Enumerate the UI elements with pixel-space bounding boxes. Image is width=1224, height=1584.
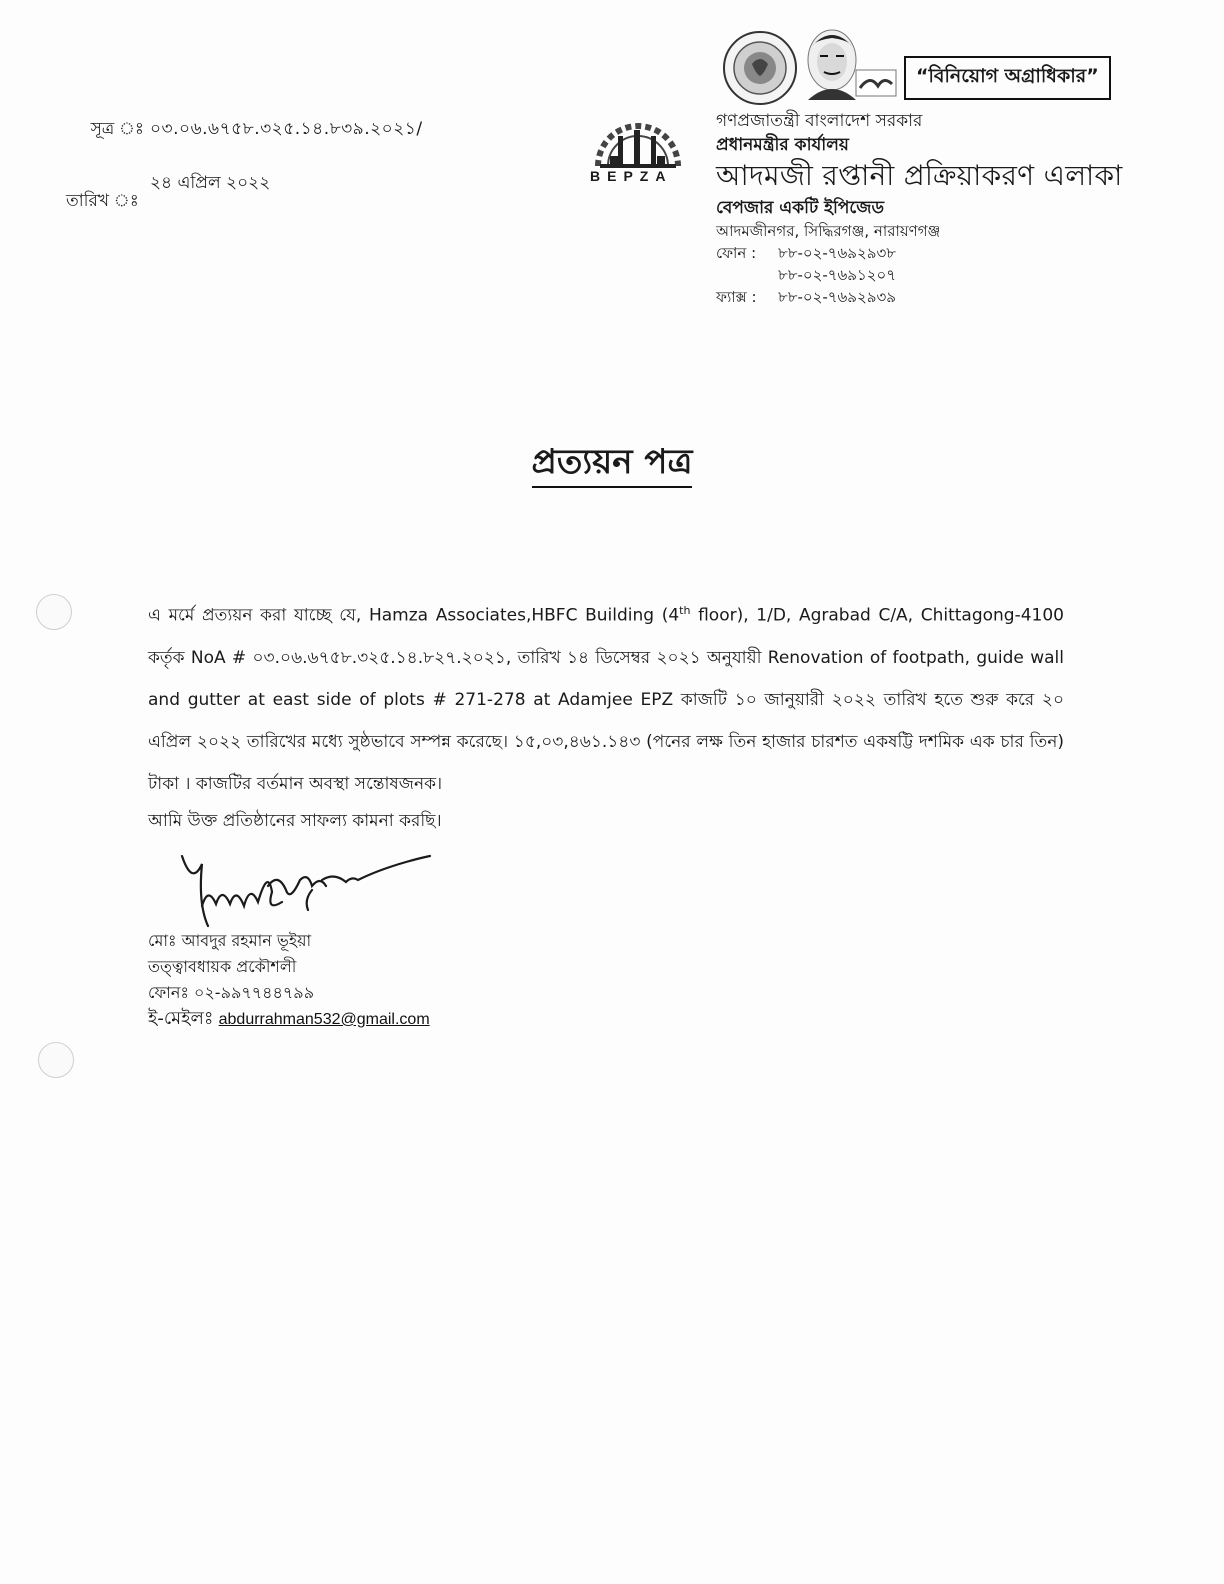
email-link[interactable]: abdurrahman532@gmail.com bbox=[218, 1011, 430, 1028]
office-line-address: আদমজীনগর, সিদ্ধিরগঞ্জ, নারায়ণগঞ্জ bbox=[716, 222, 941, 240]
office-line-government: গণপ্রজাতন্ত্রী বাংলাদেশ সরকার bbox=[716, 111, 923, 131]
email-label: ই-মেইলঃ bbox=[148, 1008, 214, 1029]
phone-row-1 bbox=[716, 242, 1123, 264]
bepza-logo-text: BEPZA bbox=[590, 168, 673, 184]
date-label: তারিখ ঃ bbox=[66, 191, 139, 211]
phone-number-2: ৮৮-০২-৭৬৯১২০৭ bbox=[778, 266, 897, 284]
signatory-designation: তত্ত্বাবধায়ক প্রকৌশলী bbox=[148, 957, 297, 976]
fax-number: ৮৮-০২-৭৬৯২৯৩৯ bbox=[778, 288, 897, 306]
reference-label: সূত্র ঃ bbox=[90, 119, 144, 139]
body-part-2: floor), 1/D, Agrabad C/A, Chittagong-4100 কর্তৃক NoA # ০৩.০৬.৬৭৫৮.৩২৫.১৪.৮২৭.২০২১, তারিখ ১৪ ডিসেম্বর ২০২১ অনুযায়ী Renovation of footpath, guide wall and gutter at east side of plots # 271-278 at Adamjee EPZ কাজটি ১০ জানুয়ারী ২০২২ তারিখ হতে শুরু করে ২০ এপ্রিল ২০২২ তারিখের মধ্যে সুষ্ঠভাবে সম্পন্ন করেছে। ১৫,০৩,৪৬১.১৪৩ (পনের লক্ষ তিন হাজার চারশত একষট্টি দশমিক এক চার তিন) টাকা । কাজটির বর্তমান অবস্থা সন্তোষজনক। bbox=[148, 605, 1064, 794]
body-superscript: th bbox=[679, 604, 691, 617]
reference-number: ০৩.০৬.৬৭৫৮.৩২৫.১৪.৮৩৯.২০২১/ bbox=[150, 119, 423, 139]
office-header bbox=[716, 108, 1123, 308]
signature-icon bbox=[172, 846, 442, 936]
government-seal-icon bbox=[722, 30, 798, 106]
office-line-epz-name: আদমজী রপ্তানী প্রক্রিয়াকরণ এলাকা bbox=[716, 159, 1123, 192]
mujib-centenary-logo-icon bbox=[798, 26, 898, 100]
office-line-pmo: প্রধানমন্ত্রীর কার্যালয় bbox=[716, 135, 849, 155]
body-part-1: এ মর্মে প্রত্যয়ন করা যাচ্ছে যে, Hamza Associates,HBFC Building (4 bbox=[148, 605, 680, 626]
wish-line: আমি উক্ত প্রতিষ্ঠানের সাফল্য কামনা করছি। bbox=[148, 811, 442, 831]
document-title bbox=[0, 436, 1224, 493]
signatory-phone: ফোনঃ ০২-৯৯৭৭৪৪৭৯৯ bbox=[148, 983, 315, 1002]
signatory-name: মোঃ আবদুর রহমান ভূইয়া bbox=[148, 931, 312, 950]
phone-number-1: ৮৮-০২-৭৬৯২৯৩৮ bbox=[778, 244, 897, 262]
fax-label: ফ্যাক্স : bbox=[716, 288, 757, 306]
punch-hole-top bbox=[36, 594, 72, 630]
phone-label: ফোন : bbox=[716, 244, 757, 262]
signatory-email-row bbox=[148, 1006, 430, 1033]
fax-row bbox=[716, 286, 1123, 308]
title-text: প্রত্যয়ন পত্র bbox=[532, 442, 693, 488]
signatory-block bbox=[148, 928, 430, 1033]
office-line-bepza: বেপজার একটি ইপিজেড bbox=[716, 198, 884, 218]
punch-hole-bottom bbox=[38, 1042, 74, 1078]
slogan-box: “বিনিয়োগ অগ্রাধিকার” bbox=[904, 56, 1111, 100]
date-value: ২৪ এপ্রিল ২০২২ bbox=[150, 173, 271, 193]
phone-row-2 bbox=[716, 264, 1123, 286]
certificate-body bbox=[148, 590, 1064, 805]
